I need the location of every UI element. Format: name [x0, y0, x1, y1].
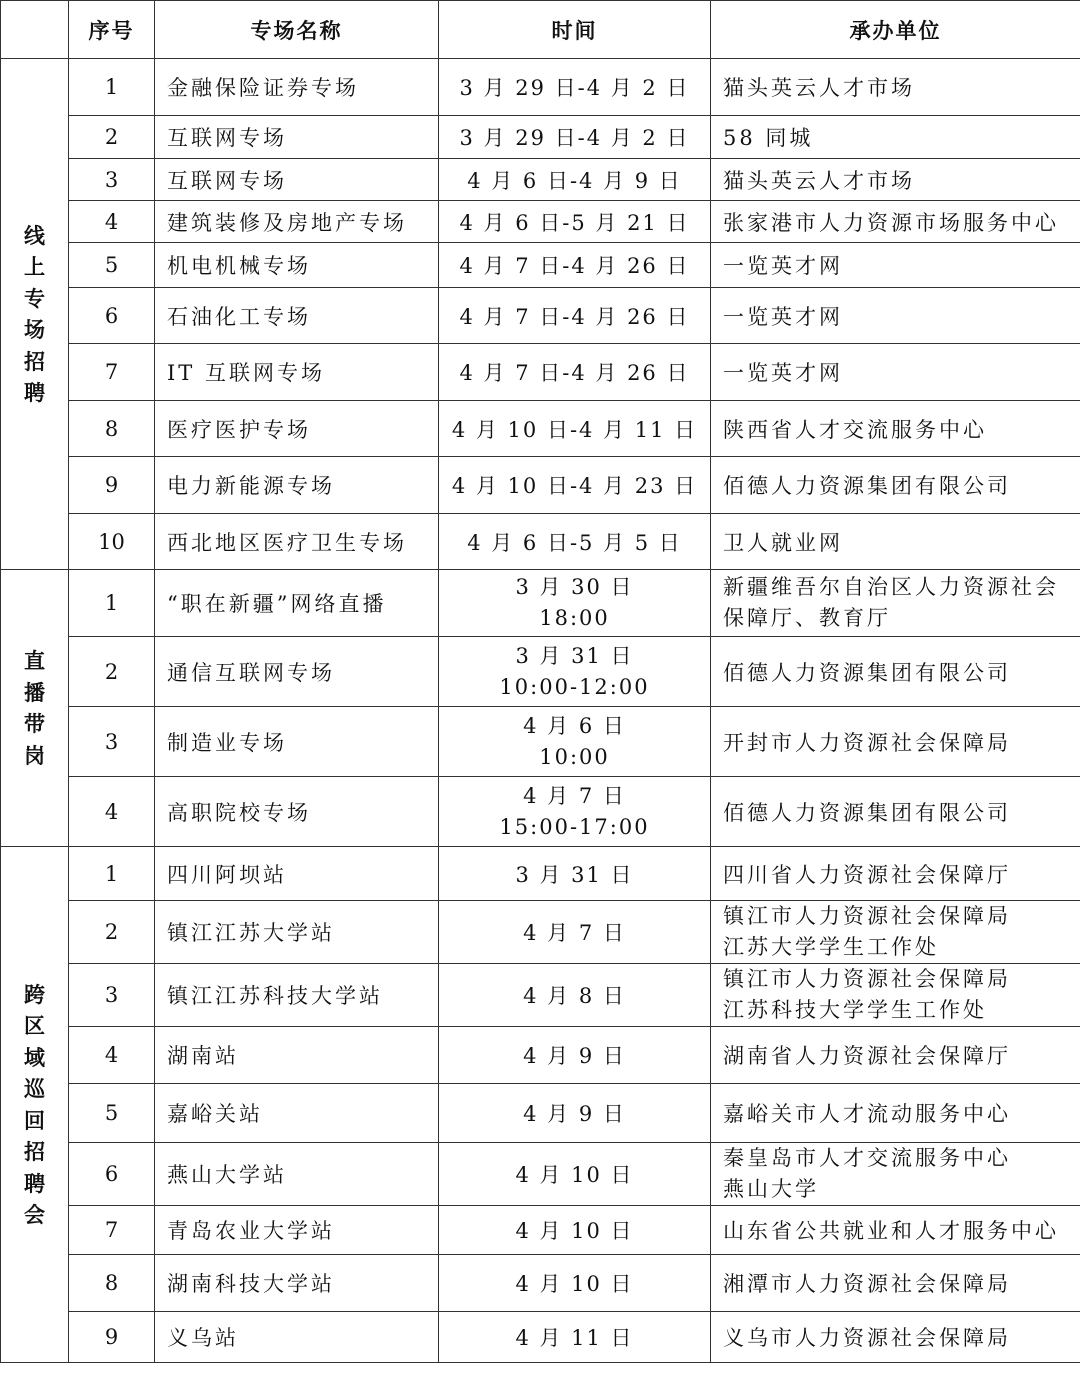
session-name: 镇江江苏科技大学站 — [155, 964, 439, 1027]
table-row — [1, 1312, 1080, 1363]
session-name: 西北地区医疗卫生专场 — [155, 514, 439, 570]
session-time: 4 月 11 日 — [439, 1312, 711, 1363]
organizer: 陕西省人才交流服务中心 — [711, 401, 1080, 457]
multiline-text — [723, 964, 1080, 1026]
category-cell — [1, 847, 69, 1363]
session-time: 4 月 7 日 — [439, 901, 711, 964]
row-number: 7 — [69, 1206, 155, 1255]
category-cell — [1, 59, 69, 570]
session-time: 4 月 9 日 — [439, 1027, 711, 1084]
text-line: 3 月 30 日 — [515, 575, 634, 599]
table-row — [1, 570, 1080, 637]
row-number: 9 — [69, 1312, 155, 1363]
row-number: 9 — [69, 457, 155, 514]
organizer: 一览英才网 — [711, 288, 1080, 344]
session-name: 医疗医护专场 — [155, 401, 439, 457]
table-row — [1, 1027, 1080, 1084]
table-row — [1, 288, 1080, 344]
text-line: 4 月 7 日 — [523, 783, 626, 808]
row-number: 7 — [69, 344, 155, 401]
table-row — [1, 116, 1080, 159]
organizer: 佰德人力资源集团有限公司 — [711, 777, 1080, 847]
table-row — [1, 1084, 1080, 1143]
header-category — [1, 1, 69, 59]
session-time: 4 月 10 日 — [439, 1255, 711, 1312]
text-line: 保障厅、教育厅 — [723, 606, 891, 630]
row-number: 5 — [69, 1084, 155, 1143]
header-organizer: 承办单位 — [711, 1, 1080, 59]
session-name: 义乌站 — [155, 1312, 439, 1363]
multiline-text — [723, 901, 1080, 963]
organizer — [711, 901, 1080, 964]
organizer: 嘉峪关市人才流动服务中心 — [711, 1084, 1080, 1143]
session-name: IT 互联网专场 — [155, 344, 439, 401]
organizer: 开封市人力资源社会保障局 — [711, 707, 1080, 777]
table-row — [1, 1206, 1080, 1255]
row-number: 4 — [69, 201, 155, 243]
multiline-text — [439, 711, 710, 773]
session-time: 4 月 6 日-4 月 9 日 — [439, 159, 711, 201]
multiline-text — [723, 1143, 1080, 1205]
multiline-text — [439, 781, 710, 843]
session-name: 制造业专场 — [155, 707, 439, 777]
session-time: 4 月 10 日-4 月 11 日 — [439, 401, 711, 457]
session-time: 4 月 10 日-4 月 23 日 — [439, 457, 711, 514]
session-name: 嘉峪关站 — [155, 1084, 439, 1143]
organizer: 佰德人力资源集团有限公司 — [711, 637, 1080, 707]
session-name: 镇江江苏大学站 — [155, 901, 439, 964]
session-time: 3 月 29 日-4 月 2 日 — [439, 116, 711, 159]
session-time: 4 月 7 日-4 月 26 日 — [439, 344, 711, 401]
text-line: 15:00-17:00 — [499, 814, 650, 839]
row-number: 6 — [69, 1143, 155, 1206]
table-row — [1, 847, 1080, 901]
session-time — [439, 570, 711, 637]
organizer: 猫头英云人才市场 — [711, 159, 1080, 201]
organizer: 湖南省人力资源社会保障厅 — [711, 1027, 1080, 1084]
table-row — [1, 964, 1080, 1027]
organizer: 义乌市人力资源社会保障局 — [711, 1312, 1080, 1363]
session-name: 青岛农业大学站 — [155, 1206, 439, 1255]
session-name: 湖南科技大学站 — [155, 1255, 439, 1312]
text-line: 江苏科技大学学生工作处 — [723, 998, 987, 1022]
session-time: 4 月 6 日-5 月 21 日 — [439, 201, 711, 243]
session-time: 4 月 7 日-4 月 26 日 — [439, 243, 711, 288]
multiline-text — [439, 641, 710, 703]
category-label: 跨区域巡回招聘会 — [24, 981, 45, 1227]
table-row — [1, 344, 1080, 401]
table-body — [1, 59, 1080, 1363]
row-number: 5 — [69, 243, 155, 288]
row-number: 4 — [69, 777, 155, 847]
table-row — [1, 401, 1080, 457]
row-number: 6 — [69, 288, 155, 344]
row-number: 1 — [69, 570, 155, 637]
table-row — [1, 777, 1080, 847]
row-number: 1 — [69, 59, 155, 116]
session-time — [439, 707, 711, 777]
row-number: 2 — [69, 901, 155, 964]
session-name: 建筑装修及房地产专场 — [155, 201, 439, 243]
multiline-text — [723, 572, 1080, 634]
row-number: 2 — [69, 116, 155, 159]
session-name: 高职院校专场 — [155, 777, 439, 847]
table-row — [1, 514, 1080, 570]
category-cell — [1, 570, 69, 847]
session-name: 互联网专场 — [155, 159, 439, 201]
table-row — [1, 201, 1080, 243]
session-time: 4 月 10 日 — [439, 1143, 711, 1206]
category-label: 线上专场招聘 — [24, 222, 45, 405]
table-row — [1, 1255, 1080, 1312]
session-time: 4 月 8 日 — [439, 964, 711, 1027]
table-row — [1, 159, 1080, 201]
table-row — [1, 243, 1080, 288]
session-time: 3 月 29 日-4 月 2 日 — [439, 59, 711, 116]
row-number: 3 — [69, 964, 155, 1027]
table-row — [1, 901, 1080, 964]
text-line: 江苏大学学生工作处 — [723, 935, 939, 959]
table-row — [1, 707, 1080, 777]
header-session-name: 专场名称 — [155, 1, 439, 59]
text-line: 镇江市人力资源社会保障局 — [723, 904, 1011, 928]
text-line: 燕山大学 — [723, 1177, 819, 1201]
session-name: 机电机械专场 — [155, 243, 439, 288]
session-name: 燕山大学站 — [155, 1143, 439, 1206]
row-number: 4 — [69, 1027, 155, 1084]
organizer: 张家港市人力资源市场服务中心 — [711, 201, 1080, 243]
text-line: 10:00 — [539, 744, 610, 769]
header-number: 序号 — [69, 1, 155, 59]
row-number: 1 — [69, 847, 155, 901]
session-name: 金融保险证券专场 — [155, 59, 439, 116]
multiline-text — [439, 572, 710, 634]
session-name: 通信互联网专场 — [155, 637, 439, 707]
organizer: 一览英才网 — [711, 243, 1080, 288]
row-number: 10 — [69, 514, 155, 570]
organizer — [711, 964, 1080, 1027]
text-line: 4 月 6 日 — [523, 713, 626, 738]
table-row — [1, 1143, 1080, 1206]
row-number: 2 — [69, 637, 155, 707]
session-time: 4 月 7 日-4 月 26 日 — [439, 288, 711, 344]
session-time: 3 月 31 日 — [439, 847, 711, 901]
row-number: 8 — [69, 1255, 155, 1312]
session-name: “职在新疆”网络直播 — [155, 570, 439, 637]
text-line: 秦皇岛市人才交流服务中心 — [723, 1146, 1011, 1170]
organizer: 湘潭市人力资源社会保障局 — [711, 1255, 1080, 1312]
row-number: 8 — [69, 401, 155, 457]
session-name: 电力新能源专场 — [155, 457, 439, 514]
organizer: 四川省人力资源社会保障厅 — [711, 847, 1080, 901]
text-line: 3 月 31 日 — [515, 643, 634, 668]
organizer: 佰德人力资源集团有限公司 — [711, 457, 1080, 514]
session-time — [439, 637, 711, 707]
organizer: 一览英才网 — [711, 344, 1080, 401]
session-time: 4 月 6 日-5 月 5 日 — [439, 514, 711, 570]
session-name: 湖南站 — [155, 1027, 439, 1084]
organizer: 猫头英云人才市场 — [711, 59, 1080, 116]
session-time: 4 月 10 日 — [439, 1206, 711, 1255]
organizer — [711, 1143, 1080, 1206]
header-time: 时间 — [439, 1, 711, 59]
organizer — [711, 570, 1080, 637]
session-name: 互联网专场 — [155, 116, 439, 159]
session-name: 四川阿坝站 — [155, 847, 439, 901]
header-row — [1, 1, 1080, 59]
category-label: 直播带岗 — [24, 648, 45, 768]
session-time — [439, 777, 711, 847]
session-time: 4 月 9 日 — [439, 1084, 711, 1143]
text-line: 镇江市人力资源社会保障局 — [723, 967, 1011, 991]
table-row — [1, 59, 1080, 116]
organizer: 58 同城 — [711, 116, 1080, 159]
table-row — [1, 637, 1080, 707]
text-line: 新疆维吾尔自治区人力资源社会 — [723, 575, 1059, 599]
row-number: 3 — [69, 707, 155, 777]
session-name: 石油化工专场 — [155, 288, 439, 344]
organizer: 卫人就业网 — [711, 514, 1080, 570]
text-line: 10:00-12:00 — [499, 674, 650, 699]
table-row — [1, 457, 1080, 514]
row-number: 3 — [69, 159, 155, 201]
organizer: 山东省公共就业和人才服务中心 — [711, 1206, 1080, 1255]
text-line: 18:00 — [539, 606, 610, 630]
